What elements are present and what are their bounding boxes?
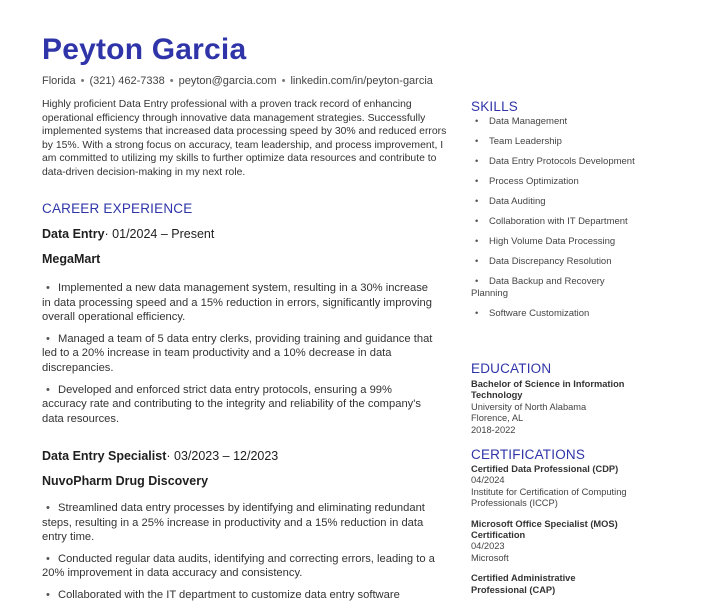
skill-label: Data Entry Protocols Development: [489, 156, 635, 167]
contact-phone: (321) 462-7338: [89, 75, 165, 87]
job-title: Data Entry Specialist: [42, 449, 167, 463]
contact-line: [42, 75, 433, 87]
list-item: [42, 588, 437, 603]
list-item: [42, 383, 437, 427]
skills-list: [471, 116, 641, 320]
bullet-text: Streamlined data entry processes by identifying and eliminating redundant steps, resulting in a 25% increase in productivity and a 15% reduction in data entry time.: [42, 502, 425, 544]
bullet-icon: •: [46, 332, 50, 345]
certification-item: [471, 519, 631, 565]
education-block: [471, 379, 631, 436]
bullet-icon: •: [475, 256, 479, 267]
skill-label: Data Auditing: [489, 196, 546, 207]
professional-summary: Highly proficient Data Entry professional with a proven track record of enhancing operational efficiency through innovative data management strategies. Successfully implemented systems that increased data processing speed by 30% and reduced errors by 15%. With a strong focus on accuracy, team leadership, and process improvement, I am committed to utilizing my skills to further optimize data resources and contribute to data-driven decision-making in my next role.: [42, 99, 447, 178]
contact-separator: •: [281, 75, 286, 87]
bullet-text: Implemented a new data management system, resulting in a 30% increase in data processing speed and a 15% reduction in errors, significantly improving overall operational efficiency.: [42, 282, 432, 324]
bullet-text: Conducted regular data audits, identifying and correcting errors, leading to a 20% improvement in data accuracy and consistency.: [42, 552, 435, 580]
skill-label: Team Leadership: [489, 136, 562, 147]
bullet-icon: •: [475, 276, 479, 287]
bullet-icon: •: [475, 216, 479, 227]
list-item: [471, 116, 641, 128]
job-bullets: [42, 281, 437, 433]
certification-name: Certified Data Professional (CDP): [471, 464, 619, 474]
section-title-skills: SKILLS: [471, 99, 518, 114]
education-years: 2018-2022: [471, 424, 516, 435]
skill-label: Data Backup and Recovery Planning: [471, 276, 605, 299]
bullet-icon: •: [46, 588, 50, 601]
certification-issuer: Microsoft: [471, 552, 509, 563]
school-location: Florence, AL: [471, 413, 524, 424]
contact-linkedin[interactable]: linkedin.com/in/peyton-garcia: [290, 75, 433, 87]
bullet-icon: •: [475, 196, 479, 207]
bullet-icon: •: [46, 383, 50, 396]
list-item: [42, 332, 437, 376]
list-item: [42, 552, 437, 581]
skill-label: Data Management: [489, 116, 568, 127]
list-item: [471, 256, 641, 268]
list-item: [471, 136, 641, 148]
section-title-experience: CAREER EXPERIENCE: [42, 201, 193, 216]
certification-item: [471, 464, 631, 510]
bullet-icon: •: [475, 116, 479, 127]
list-item: [471, 276, 641, 300]
company-name: NuvoPharm Drug Discovery: [42, 474, 209, 488]
certification-name: Certified Administrative Professional (CAP): [471, 573, 576, 595]
contact-separator: •: [80, 75, 85, 87]
school: University of North Alabama: [471, 401, 587, 412]
skill-label: Process Optimization: [489, 176, 579, 187]
certification-date: 04/2024: [471, 475, 505, 486]
bullet-text: Collaborated with the IT department to customize data entry software: [58, 588, 400, 601]
list-item: [471, 236, 641, 248]
skills-list-container: [471, 116, 641, 328]
job-title-line: [42, 449, 278, 463]
list-item: [471, 176, 641, 188]
skill-label: Collaboration with IT Department: [489, 216, 628, 227]
bullet-icon: •: [475, 308, 479, 319]
skill-label: High Volume Data Processing: [489, 236, 616, 247]
list-item: [471, 308, 641, 320]
job-bullets: [42, 501, 437, 610]
certifications-block: [471, 464, 631, 596]
bullet-icon: •: [475, 176, 479, 187]
contact-location: Florida: [42, 75, 76, 87]
job-title: Data Entry: [42, 227, 105, 241]
bullet-icon: •: [475, 136, 479, 147]
list-item: [471, 216, 641, 228]
job-dates: · 03/2023 – 12/2023: [166, 449, 279, 463]
section-title-certifications: CERTIFICATIONS: [471, 447, 586, 462]
certification-name: Microsoft Office Specialist (MOS) Certification: [471, 518, 618, 541]
bullet-text: Developed and enforced strict data entry protocols, ensuring a 99% accuracy rate and contributing to the integrity and reliability of the company's data resources.: [42, 383, 421, 425]
skill-label: Data Discrepancy Resolution: [489, 256, 612, 267]
degree: Bachelor of Science in Information Technology: [471, 379, 625, 401]
contact-separator: •: [169, 75, 174, 87]
certification-item: [471, 573, 631, 596]
bullet-text: Managed a team of 5 data entry clerks, providing training and guidance that led to a 20% increase in team productivity and a 10% decrease in data discrepancies.: [42, 332, 433, 374]
list-item: [471, 156, 641, 168]
section-title-education: EDUCATION: [471, 361, 552, 376]
candidate-name: Peyton Garcia: [42, 33, 247, 66]
certification-date: 04/2023: [471, 541, 505, 552]
job-title-line: [42, 227, 214, 241]
certification-issuer: Institute for Certification of Computing Professionals (ICCP): [471, 486, 627, 509]
bullet-icon: •: [475, 236, 479, 247]
bullet-icon: •: [46, 282, 50, 294]
company-name: MegaMart: [42, 252, 101, 266]
contact-email[interactable]: peyton@garcia.com: [178, 75, 277, 87]
bullet-icon: •: [46, 502, 50, 514]
list-item: [42, 501, 437, 545]
bullet-icon: •: [46, 552, 50, 565]
list-item: [471, 196, 641, 208]
skill-label: Software Customization: [489, 308, 590, 319]
bullet-icon: •: [475, 156, 479, 167]
list-item: [42, 281, 437, 325]
job-dates: · 01/2024 – Present: [104, 227, 215, 241]
